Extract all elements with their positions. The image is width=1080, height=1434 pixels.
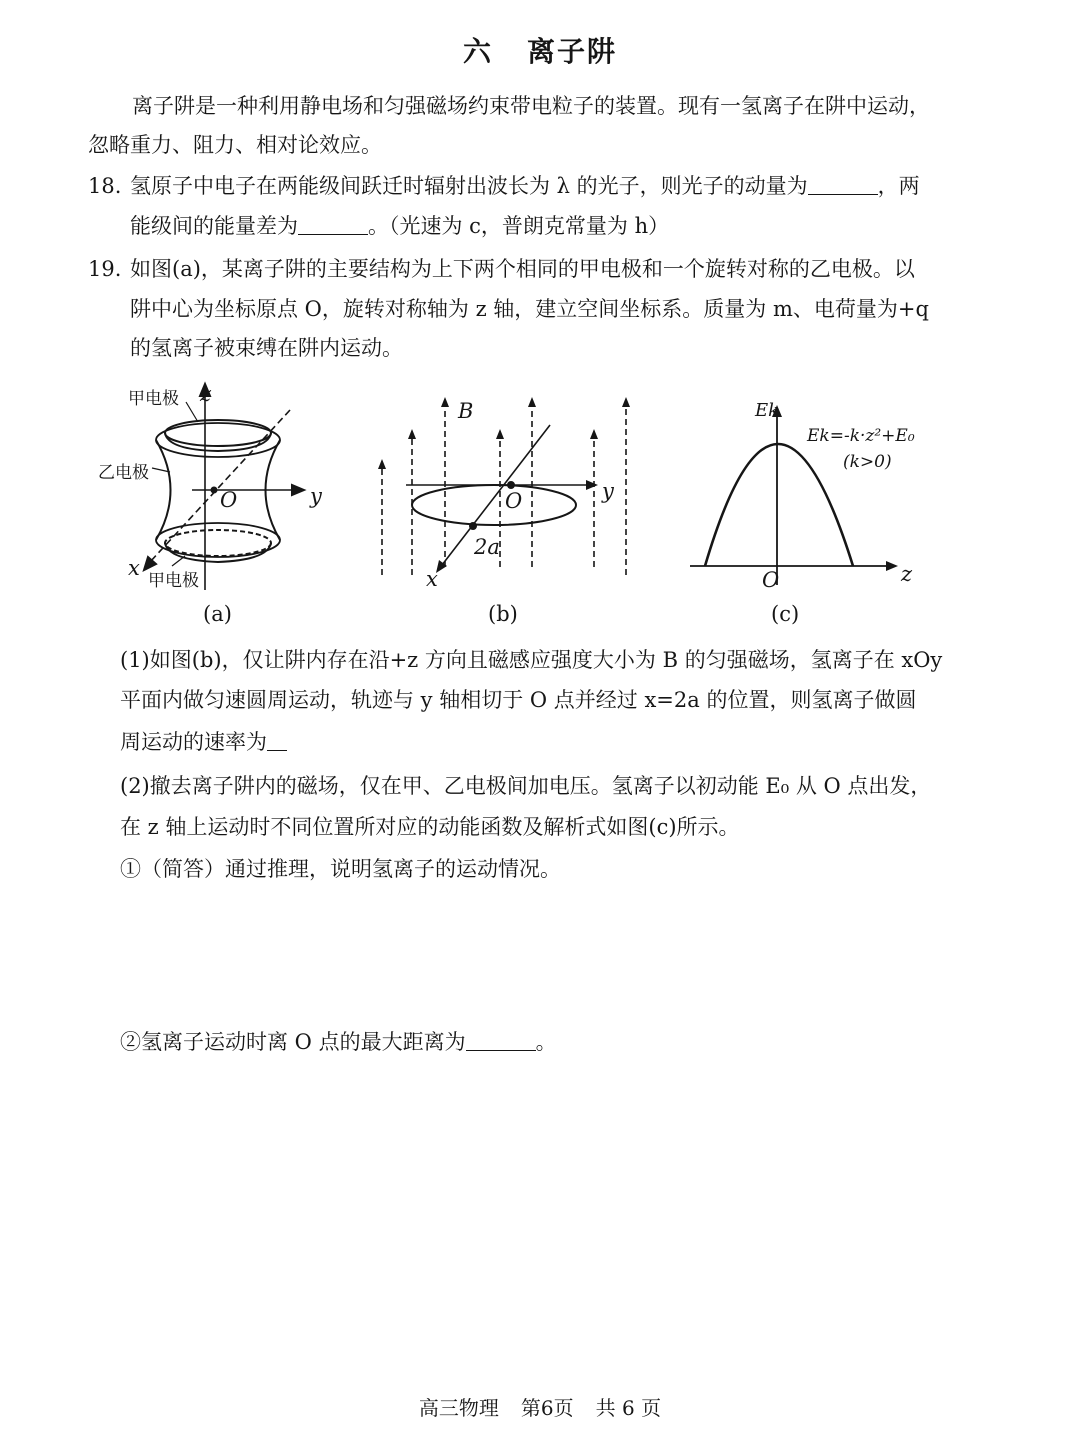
sub-question-1: ①（简答）通过推理，说明氢离子的运动情况。	[120, 857, 561, 881]
sub2-end: 。	[535, 1030, 557, 1054]
question-number: 19.	[88, 257, 122, 281]
answer-blank[interactable]	[466, 1030, 536, 1051]
z-label: z	[200, 382, 212, 406]
label-bottom-electrode: 甲电极	[148, 571, 199, 591]
ring-electrode-bottom-rim	[156, 523, 280, 557]
caption-b: (b)	[488, 602, 518, 626]
formula-label: Ek=-k·z²+E₀	[807, 426, 915, 446]
sub2-text: ②氢离子运动时离 O 点的最大距离为	[120, 1030, 466, 1054]
ring-electrode-left-side	[156, 440, 171, 540]
q18-text-1b: ，两	[877, 174, 920, 198]
page-title	[0, 30, 1080, 70]
section-number: 六	[462, 35, 493, 68]
q18-text-2: 能级间的能量差为	[130, 214, 298, 238]
question-number: 18.	[88, 174, 122, 198]
part2-line-1: (2)撤去离子阱内的磁场，仅在甲、乙电极间加电压。氢离子以初动能 E₀ 从 O 点出发，	[120, 774, 932, 798]
label-top-electrode: 甲电极	[128, 389, 179, 409]
origin-label: O	[220, 488, 238, 512]
B-label: B	[458, 399, 474, 423]
q18-line-2	[130, 212, 669, 240]
field-arrowheads	[378, 397, 630, 469]
part1-line-3	[120, 728, 287, 756]
q19-line-1	[88, 255, 915, 283]
q19-line-3: 的氢离子被束缚在阱内运动。	[130, 336, 403, 360]
z-axis-arrow	[886, 561, 898, 571]
origin-point	[507, 481, 515, 489]
y-axis-arrow	[292, 485, 304, 495]
footer-total: 共 6 页	[595, 1396, 662, 1420]
footer-page: 第6页	[520, 1396, 574, 1420]
caption-a: (a)	[203, 602, 232, 626]
caption-c: (c)	[771, 602, 800, 626]
answer-blank[interactable]	[267, 730, 287, 751]
origin-point	[212, 488, 217, 493]
x-label: x	[426, 567, 438, 591]
y-axis-arrow	[586, 480, 598, 490]
y-label: y	[602, 479, 614, 503]
ek-label: Ek	[755, 400, 780, 421]
part1-line-2: 平面内做匀速圆周运动，轨迹与 y 轴相切于 O 点并经过 x=2a 的位置，则氢离子做圆	[120, 688, 917, 712]
origin-label: O	[505, 489, 523, 513]
sub-question-2	[120, 1028, 557, 1056]
figure-c	[685, 400, 920, 626]
label-ring-electrode: 乙电极	[98, 463, 149, 483]
magnetic-field-lines	[382, 405, 626, 575]
intro-line-2: 忽略重力、阻力、相对论效应。	[88, 133, 382, 157]
y-label: y	[310, 484, 322, 508]
q19-line-2: 阱中心为坐标原点 O，旋转对称轴为 z 轴，建立空间坐标系。质量为 m、电荷量为+q	[130, 297, 929, 321]
part1-text-3: 周运动的速率为	[120, 730, 267, 754]
section-title: 离子阱	[527, 35, 618, 68]
q18-text-1: 氢原子中电子在两能级间跃迁时辐射出波长为 λ 的光子，则光子的动量为	[130, 174, 808, 198]
bottom-electrode	[165, 530, 271, 556]
origin-label: O	[762, 568, 780, 592]
circular-orbit	[412, 485, 576, 525]
x-label: x	[128, 556, 140, 580]
z-label: z	[901, 562, 913, 586]
leader-bottom	[172, 556, 185, 566]
2a-label: 2a	[474, 535, 500, 559]
kinetic-energy-parabola	[705, 444, 853, 566]
answer-blank[interactable]	[808, 174, 878, 195]
q18-text-2b: 。（光速为 c，普朗克常量为 h）	[368, 214, 670, 238]
figure-a	[90, 380, 340, 626]
figure-b	[370, 395, 640, 626]
answer-blank[interactable]	[298, 214, 368, 235]
part2-line-2: 在 z 轴上运动时不同位置所对应的动能函数及解析式如图(c)所示。	[120, 815, 740, 839]
footer-subject: 高三物理	[418, 1396, 499, 1420]
page-footer	[0, 1392, 1080, 1421]
part1-line-1: (1)如图(b)，仅让阱内存在沿+z 方向且磁感应强度大小为 B 的匀强磁场，氢离子在 xOy	[120, 648, 943, 672]
point-x-2a	[469, 522, 477, 530]
q18-line-1	[88, 172, 920, 200]
condition-label: (k>0)	[843, 452, 892, 472]
leader-top	[186, 402, 198, 422]
intro-line-1: 离子阱是一种利用静电场和匀强磁场约束带电粒子的装置。现有一氢离子在阱中运动，	[132, 94, 930, 118]
q19-text-1: 如图(a)，某离子阱的主要结构为上下两个相同的甲电极和一个旋转对称的乙电极。以	[130, 257, 915, 281]
